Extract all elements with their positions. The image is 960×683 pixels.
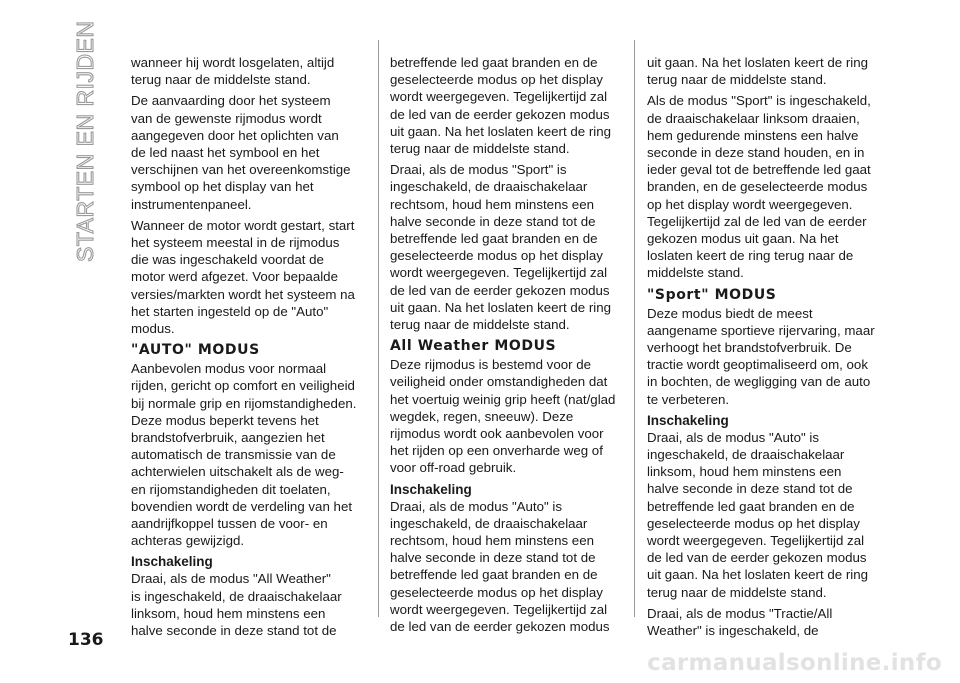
- text-column-2: [390, 54, 622, 639]
- subheading: Inschakeling: [647, 412, 729, 428]
- paragraph: Draai, als de modus "Auto" is ingeschakeld, de draaischakelaar rechtsom, houd hem minstens een halve seconde in deze stand tot de betreffende led gaat branden en de geselecteerde modus op het display wordt weergegeven. Tegelijkertijd zal de led van de eerder gekozen modus: [390, 498, 610, 635]
- paragraph: Draai, als de modus "Sport" is ingeschakeld, de draaischakelaar rechtsom, houd hem minstens een halve seconde in deze stand tot de betreffende led gaat branden en de geselecteerde modus op het display wordt weergegeven. Tegelijkertijd zal de led van de eerder gekozen modus uit gaan. Na het loslaten keert de ring terug naar de middelste stand.: [390, 162, 612, 333]
- paragraph: Draai, als de modus "All Weather" is ingeschakeld, de draaischakelaar linksom, houd hem minstens een halve seconde in deze stand tot de: [131, 571, 342, 639]
- section-title-text: STARTEN EN RIJDEN: [72, 20, 98, 262]
- page-number: 136: [68, 630, 104, 650]
- text-column-3: [647, 54, 879, 643]
- column-divider: [378, 40, 379, 617]
- paragraph: betreffende led gaat branden en de geselecteerde modus op het display wordt weergegeven. Tegelijkertijd zal de led van de eerder gekozen modus uit gaan. Na het loslaten keert de ring terug naar de middelste stand.: [390, 55, 612, 157]
- paragraph: wanneer hij wordt losgelaten, altijd terug naar de middelste stand.: [131, 55, 335, 88]
- paragraph: Wanneer de motor wordt gestart, start het systeem meestal in de rijmodus die was ingeschakeld voordat de motor werd afgezet. Voor bepaalde versies/markten wordt het systeem na het starten ingesteld op de "Auto" modus.: [131, 217, 355, 337]
- paragraph: Draai, als de modus "Tractie/All Weather" is ingeschakeld, de: [647, 605, 833, 639]
- subheading: Inschakeling: [131, 554, 213, 570]
- section-heading: "Sport" MODUS: [647, 286, 777, 303]
- text-column-1: [131, 54, 363, 643]
- subheading: Inschakeling: [390, 481, 472, 497]
- paragraph: Deze modus biedt de meest aangename sportieve rijervaring, maar verhoogt het brandstofverbruik. De tractie wordt geoptimaliseerd om, ook in bochten, de wegligging van de auto te verbeteren.: [647, 305, 875, 407]
- paragraph: Als de modus "Sport" is ingeschakeld, de draaischakelaar linksom draaien, hem gedurende minstens een halve seconde in deze stand houden, en in ieder geval tot de betreffende led gaat branden, en de geselecteerde modus op het display wordt weergegeven. Tegelijkertijd zal de led van de eerder gekozen modus uit gaan. Na het loslaten keert de ring terug naar de middelste stand.: [647, 93, 871, 281]
- watermark[interactable]: carmanualsonline.info: [647, 650, 942, 676]
- paragraph: De aanvaarding door het systeem van de gewenste rijmodus wordt aangegeven door het oplichten van de led naast het symbool en het verschijnen van het overeenkomstige symbool op het display van het instrumentenpaneel.: [131, 93, 351, 212]
- section-heading: All Weather MODUS: [390, 338, 557, 355]
- column-divider: [634, 40, 635, 617]
- paragraph: Deze rijmodus is bestemd voor de veiligheid onder omstandigheden dat het voertuig weinig grip heeft (nat/glad wegdek, regen, sneeuw). Deze rijmodus wordt ook aanbevolen voor het rijden op een onverharde weg of voor off-road gebruik.: [390, 357, 616, 476]
- paragraph: Draai, als de modus "Auto" is ingeschakeld, de draaischakelaar linksom, houd hem minstens een halve seconde in deze stand tot de betreffende led gaat branden en de geselecteerde modus op het display wordt weergegeven. Tegelijkertijd zal de led van de eerder gekozen modus uit gaan. Na het loslaten keert de ring terug naar de middelste stand.: [647, 429, 869, 600]
- section-title: [66, 20, 116, 262]
- section-heading: "AUTO" MODUS: [131, 342, 260, 359]
- paragraph: uit gaan. Na het loslaten keert de ring terug naar de middelste stand.: [647, 55, 869, 88]
- paragraph: Aanbevolen modus voor normaal rijden, gericht op comfort en veiligheid bij normale grip en rijomstandigheden. Deze modus beperkt tevens het brandstofverbruik, aangezien het automatisch de transmissie van de achterwielen uitschakelt als de weg- en rijomstandigheden dit toelaten, bovendien wordt de verdeling van het aandrijfkoppel tussen de voor- en achteras gewijzigd.: [131, 361, 357, 549]
